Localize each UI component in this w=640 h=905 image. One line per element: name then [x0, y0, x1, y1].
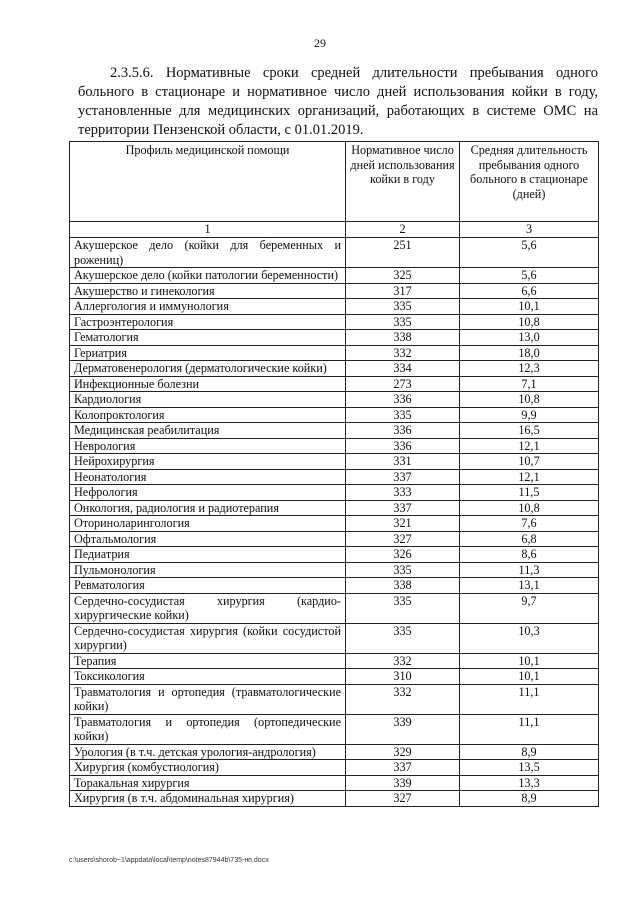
- bed-days-cell: 333: [346, 485, 460, 501]
- avg-stay-cell: 9,9: [460, 407, 599, 423]
- bed-days-cell: 321: [346, 516, 460, 532]
- bed-days-cell: 338: [346, 578, 460, 594]
- profile-cell: Акушерское дело (койки патологии беременности): [70, 268, 346, 284]
- table-row: [70, 714, 599, 744]
- table-row: [70, 516, 599, 532]
- profile-cell: Гематология: [70, 330, 346, 346]
- profile-cell: Торакальная хирургия: [70, 775, 346, 791]
- profile-cell: Акушерство и гинекология: [70, 283, 346, 299]
- table-row: [70, 299, 599, 315]
- avg-stay-cell: 10,8: [460, 500, 599, 516]
- column-number: 2: [346, 222, 460, 238]
- profile-cell: Урология (в т.ч. детская урология-андрология): [70, 744, 346, 760]
- avg-stay-cell: 12,3: [460, 361, 599, 377]
- table-row: [70, 760, 599, 776]
- table-row: [70, 345, 599, 361]
- avg-stay-cell: 10,1: [460, 653, 599, 669]
- profile-cell: Терапия: [70, 653, 346, 669]
- bed-days-cell: 327: [346, 791, 460, 807]
- header-bed-days: Нормативное число дней использования койки в году: [346, 142, 460, 222]
- avg-stay-cell: 9,7: [460, 593, 599, 623]
- table-row: [70, 268, 599, 284]
- bed-days-cell: 339: [346, 714, 460, 744]
- table-row: [70, 238, 599, 268]
- column-number-row: [70, 222, 599, 238]
- avg-stay-cell: 13,5: [460, 760, 599, 776]
- bed-days-cell: 335: [346, 314, 460, 330]
- profile-cell: Неонатология: [70, 469, 346, 485]
- page-number: 29: [314, 36, 326, 50]
- avg-stay-cell: 8,9: [460, 791, 599, 807]
- avg-stay-cell: 13,3: [460, 775, 599, 791]
- profile-cell: Сердечно-сосудистая хирургия (койки сосудистой хирургии): [70, 623, 346, 653]
- avg-stay-cell: 10,7: [460, 454, 599, 470]
- bed-days-cell: 335: [346, 299, 460, 315]
- table-row: [70, 500, 599, 516]
- bed-days-cell: 336: [346, 438, 460, 454]
- profile-cell: Гериатрия: [70, 345, 346, 361]
- profile-cell: Хирургия (в т.ч. абдоминальная хирургия): [70, 791, 346, 807]
- bed-days-cell: 337: [346, 500, 460, 516]
- avg-stay-cell: 11,3: [460, 562, 599, 578]
- bed-days-cell: 334: [346, 361, 460, 377]
- file-path-footer: c:\users\shorob~1\appdata\local\temp\notes87944b\735-нп.docx: [69, 857, 269, 864]
- bed-days-cell: 335: [346, 623, 460, 653]
- avg-stay-cell: 11,5: [460, 485, 599, 501]
- header-avg-stay: Средняя длительность пребывания одного больного в стационаре (дней): [460, 142, 599, 222]
- avg-stay-cell: 11,1: [460, 684, 599, 714]
- profile-cell: Оториноларингология: [70, 516, 346, 532]
- bed-days-cell: 337: [346, 469, 460, 485]
- table-row: [70, 283, 599, 299]
- profile-cell: Травматология и ортопедия (ортопедические койки): [70, 714, 346, 744]
- table-row: [70, 744, 599, 760]
- table-row: [70, 684, 599, 714]
- profile-cell: Акушерское дело (койки для беременных и рожениц): [70, 238, 346, 268]
- table-row: [70, 775, 599, 791]
- profile-cell: Аллергология и иммунология: [70, 299, 346, 315]
- bed-days-cell: 317: [346, 283, 460, 299]
- table-row: [70, 547, 599, 563]
- bed-days-cell: 332: [346, 345, 460, 361]
- bed-days-cell: 310: [346, 669, 460, 685]
- avg-stay-cell: 10,8: [460, 392, 599, 408]
- profile-cell: Медицинская реабилитация: [70, 423, 346, 439]
- bed-days-cell: 327: [346, 531, 460, 547]
- bed-days-cell: 335: [346, 407, 460, 423]
- avg-stay-cell: 10,8: [460, 314, 599, 330]
- profile-cell: Хирургия (комбустиология): [70, 760, 346, 776]
- avg-stay-cell: 10,1: [460, 299, 599, 315]
- profile-cell: Онкология, радиология и радиотерапия: [70, 500, 346, 516]
- bed-days-cell: 338: [346, 330, 460, 346]
- avg-stay-cell: 8,6: [460, 547, 599, 563]
- bed-days-cell: 329: [346, 744, 460, 760]
- profile-cell: Пульмонология: [70, 562, 346, 578]
- profile-cell: Гастроэнтерология: [70, 314, 346, 330]
- avg-stay-cell: 18,0: [460, 345, 599, 361]
- profile-cell: Токсикология: [70, 669, 346, 685]
- bed-days-cell: 331: [346, 454, 460, 470]
- table-row: [70, 485, 599, 501]
- bed-days-cell: 335: [346, 562, 460, 578]
- bed-days-cell: 336: [346, 392, 460, 408]
- table-row: [70, 531, 599, 547]
- table-row: [70, 407, 599, 423]
- profile-cell: Неврология: [70, 438, 346, 454]
- profile-cell: Офтальмология: [70, 531, 346, 547]
- avg-stay-cell: 11,1: [460, 714, 599, 744]
- table-row: [70, 593, 599, 623]
- avg-stay-cell: 10,1: [460, 669, 599, 685]
- bed-days-cell: 332: [346, 653, 460, 669]
- avg-stay-cell: 10,3: [460, 623, 599, 653]
- table-row: [70, 392, 599, 408]
- avg-stay-cell: 13,0: [460, 330, 599, 346]
- table-row: [70, 469, 599, 485]
- column-number: 1: [70, 222, 346, 238]
- table-row: [70, 669, 599, 685]
- table-row: [70, 623, 599, 653]
- avg-stay-cell: 16,5: [460, 423, 599, 439]
- profile-cell: Нейрохирургия: [70, 454, 346, 470]
- avg-stay-cell: 6,6: [460, 283, 599, 299]
- table-row: [70, 330, 599, 346]
- avg-stay-cell: 12,1: [460, 469, 599, 485]
- table-row: [70, 578, 599, 594]
- bed-days-cell: 326: [346, 547, 460, 563]
- bed-days-cell: 251: [346, 238, 460, 268]
- profile-cell: Инфекционные болезни: [70, 376, 346, 392]
- profile-cell: Травматология и ортопедия (травматологические койки): [70, 684, 346, 714]
- profile-cell: Нефрология: [70, 485, 346, 501]
- bed-days-cell: 337: [346, 760, 460, 776]
- profile-cell: Дерматовенерология (дерматологические койки): [70, 361, 346, 377]
- bed-days-cell: 335: [346, 593, 460, 623]
- table-row: [70, 438, 599, 454]
- table-row: [70, 423, 599, 439]
- table-row: [70, 376, 599, 392]
- header-profile: Профиль медицинской помощи: [70, 142, 346, 222]
- bed-days-cell: 332: [346, 684, 460, 714]
- avg-stay-cell: 6,8: [460, 531, 599, 547]
- section-heading: 2.3.5.6. Нормативные сроки средней длительности пребывания одного больного в стационаре и нормативное число дней использования койки в году, установленные для медицинских организаций, работающих в системе ОМС на территории Пензенской области, с 01.01.2019.: [78, 65, 598, 138]
- avg-stay-cell: 5,6: [460, 238, 599, 268]
- column-number: 3: [460, 222, 599, 238]
- table-row: [70, 361, 599, 377]
- bed-days-cell: 273: [346, 376, 460, 392]
- avg-stay-cell: 13,1: [460, 578, 599, 594]
- profile-cell: Педиатрия: [70, 547, 346, 563]
- table-row: [70, 653, 599, 669]
- profile-cell: Кардиология: [70, 392, 346, 408]
- table-row: [70, 791, 599, 807]
- avg-stay-cell: 7,1: [460, 376, 599, 392]
- avg-stay-cell: 8,9: [460, 744, 599, 760]
- table-row: [70, 454, 599, 470]
- table-row: [70, 562, 599, 578]
- avg-stay-cell: 12,1: [460, 438, 599, 454]
- bed-days-cell: 336: [346, 423, 460, 439]
- avg-stay-cell: 5,6: [460, 268, 599, 284]
- profile-cell: Колопроктология: [70, 407, 346, 423]
- avg-stay-cell: 7,6: [460, 516, 599, 532]
- norms-table: [69, 141, 599, 807]
- bed-days-cell: 325: [346, 268, 460, 284]
- bed-days-cell: 339: [346, 775, 460, 791]
- profile-cell: Сердечно-сосудистая хирургия (кардио-хирургические койки): [70, 593, 346, 623]
- table-header-row: [70, 142, 599, 222]
- profile-cell: Ревматология: [70, 578, 346, 594]
- table-row: [70, 314, 599, 330]
